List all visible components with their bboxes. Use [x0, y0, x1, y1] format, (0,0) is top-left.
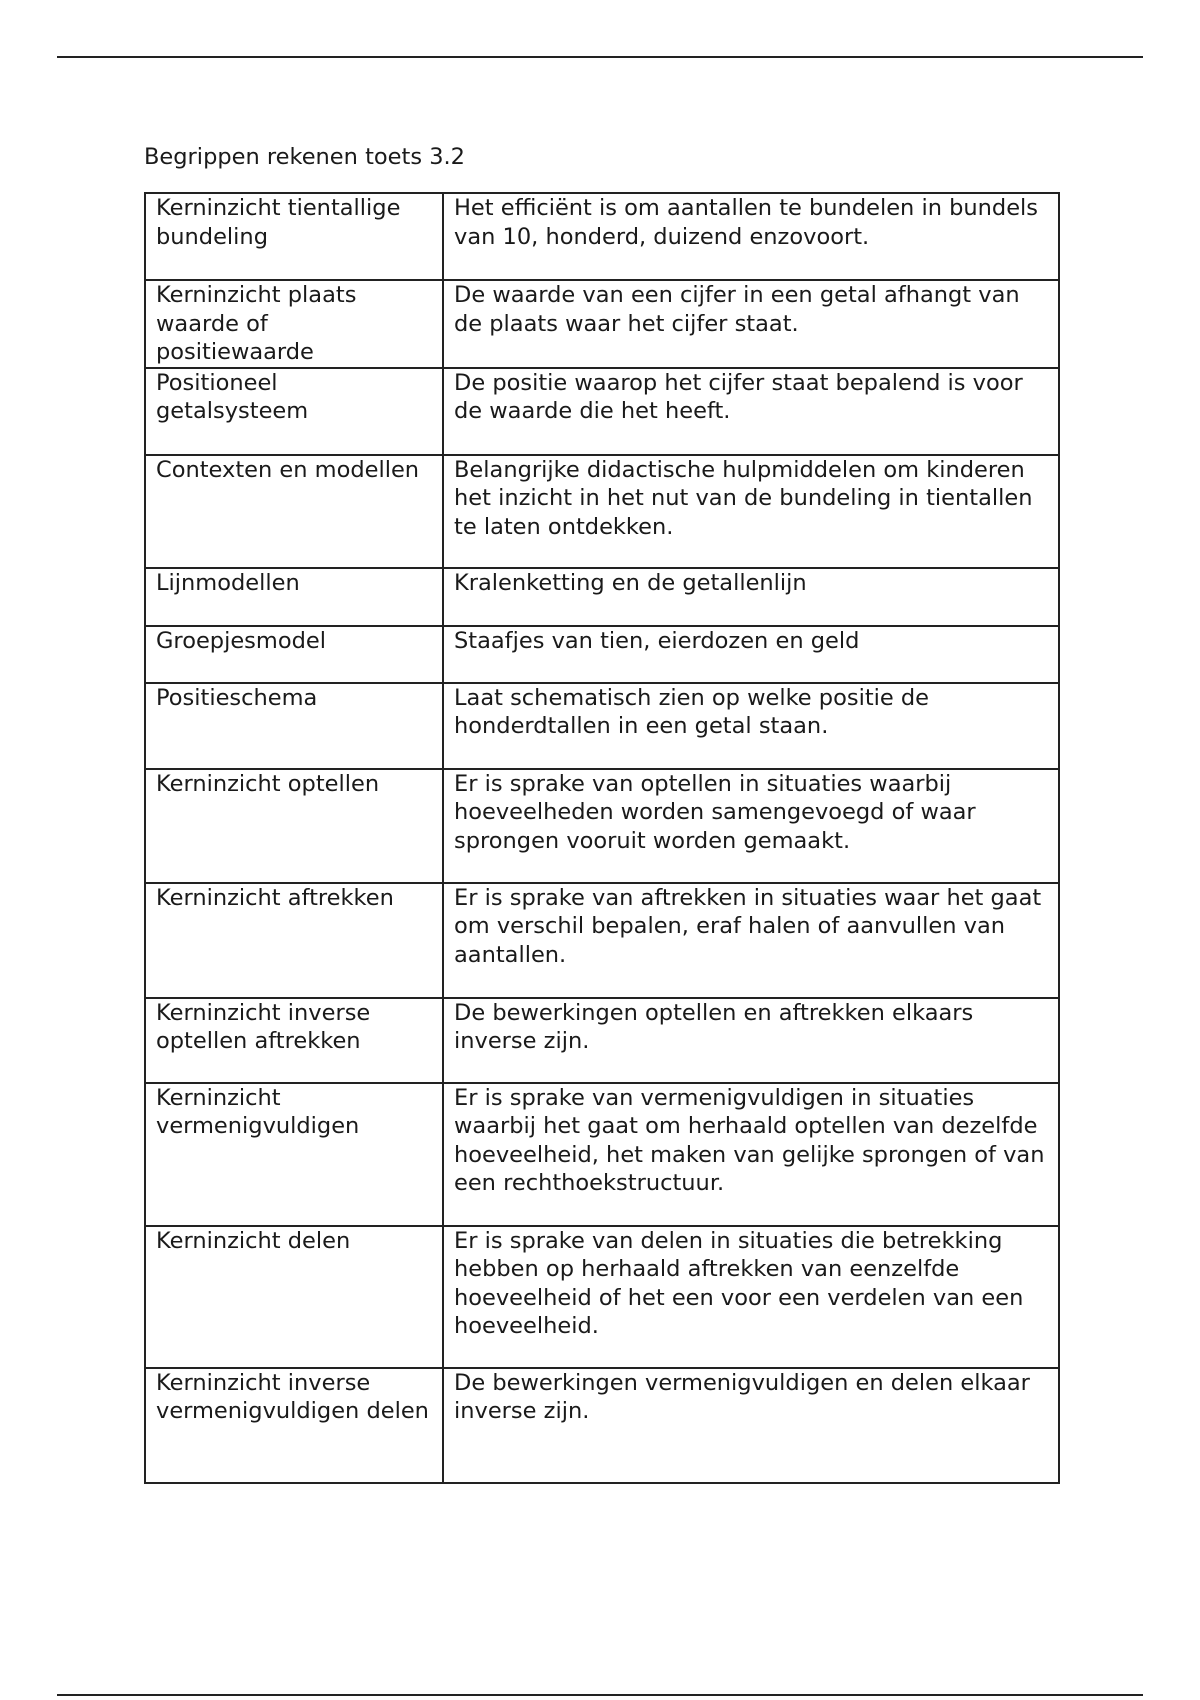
- definition-cell: Het efficiënt is om aantallen te bundelen in bundels van 10, honderd, duizend enzovoort.: [443, 193, 1059, 280]
- term-cell: Lijnmodellen: [145, 568, 443, 626]
- table-row: [145, 683, 1059, 769]
- term-cell: Kerninzicht tientallige bundeling: [145, 193, 443, 280]
- definition-cell: De positie waarop het cijfer staat bepalend is voor de waarde die het heeft.: [443, 368, 1059, 455]
- definition-cell: Er is sprake van vermenigvuldigen in situaties waarbij het gaat om herhaald optellen van dezelfde hoeveelheid, het maken van gelijke sprongen of van een rechthoekstructuur.: [443, 1083, 1059, 1226]
- document-title: Begrippen rekenen toets 3.2: [144, 144, 465, 170]
- definition-cell: Er is sprake van optellen in situaties waarbij hoeveelheden worden samengevoegd of waar sprongen vooruit worden gemaakt.: [443, 769, 1059, 883]
- table-row: [145, 883, 1059, 998]
- definition-cell: De bewerkingen vermenigvuldigen en delen elkaar inverse zijn.: [443, 1368, 1059, 1483]
- term-cell: Kerninzicht vermenigvuldigen: [145, 1083, 443, 1226]
- table-row: [145, 998, 1059, 1083]
- definition-cell: Staafjes van tien, eierdozen en geld: [443, 626, 1059, 683]
- term-cell: Kerninzicht plaats waarde of positiewaarde: [145, 280, 443, 368]
- term-cell: Positioneel getalsysteem: [145, 368, 443, 455]
- term-cell: Positieschema: [145, 683, 443, 769]
- definition-cell: Kralenketting en de getallenlijn: [443, 568, 1059, 626]
- definition-cell: Belangrijke didactische hulpmiddelen om kinderen het inzicht in het nut van de bundeling in tientallen te laten ontdekken.: [443, 455, 1059, 568]
- terms-table: [144, 192, 1060, 1484]
- term-cell: Kerninzicht inverse optellen aftrekken: [145, 998, 443, 1083]
- term-cell: Kerninzicht optellen: [145, 769, 443, 883]
- definition-cell: De waarde van een cijfer in een getal afhangt van de plaats waar het cijfer staat.: [443, 280, 1059, 368]
- footer-rule: [57, 1694, 1143, 1696]
- table-row: [145, 1083, 1059, 1226]
- table-row: [145, 626, 1059, 683]
- term-cell: Groepjesmodel: [145, 626, 443, 683]
- table-row: [145, 455, 1059, 568]
- term-cell: Kerninzicht inverse vermenigvuldigen delen: [145, 1368, 443, 1483]
- term-cell: Kerninzicht aftrekken: [145, 883, 443, 998]
- term-cell: Kerninzicht delen: [145, 1226, 443, 1368]
- definition-cell: Er is sprake van delen in situaties die betrekking hebben op herhaald aftrekken van eenzelfde hoeveelheid of het een voor een verdelen van een hoeveelheid.: [443, 1226, 1059, 1368]
- header-rule: [57, 56, 1143, 58]
- table-row: [145, 280, 1059, 368]
- term-cell: Contexten en modellen: [145, 455, 443, 568]
- definition-cell: De bewerkingen optellen en aftrekken elkaars inverse zijn.: [443, 998, 1059, 1083]
- table-row: [145, 568, 1059, 626]
- table-row: [145, 1368, 1059, 1483]
- definition-cell: Er is sprake van aftrekken in situaties waar het gaat om verschil bepalen, eraf halen of aanvullen van aantallen.: [443, 883, 1059, 998]
- table-row: [145, 193, 1059, 280]
- table-row: [145, 368, 1059, 455]
- table-row: [145, 769, 1059, 883]
- definition-cell: Laat schematisch zien op welke positie de honderdtallen in een getal staan.: [443, 683, 1059, 769]
- table-row: [145, 1226, 1059, 1368]
